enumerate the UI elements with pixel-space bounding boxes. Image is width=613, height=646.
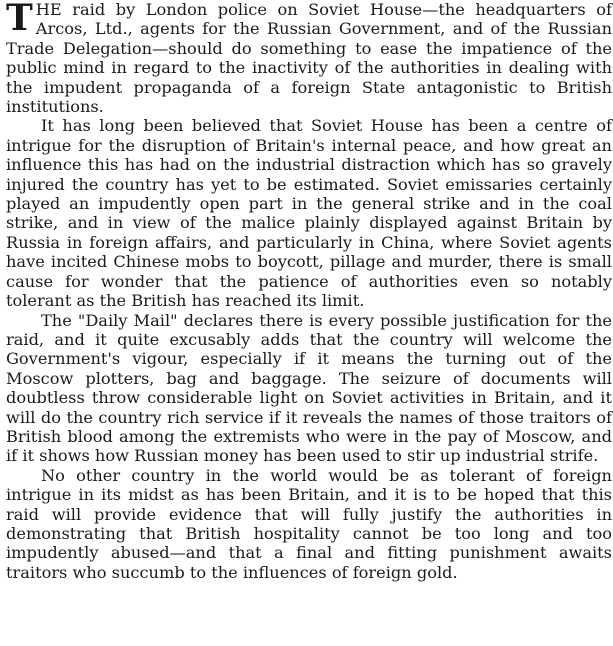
article-paragraph-2: It has long been believed that Soviet House has been a centre of intrigue for the disruption of Britain's internal peace, and how great an influence this has had on the industrial distraction which has so gravely injured the country has yet to be estimated. Soviet emissaries certainly played an impudently open part in the general strike and in the coal strike, and in view of the malice plainly displayed against Britain by Russia in foreign affairs, and particularly in China, where Soviet agents have incited Chinese mobs to boycott, pillage and murder, there is small cause for wonder that the patience of authorities even so notably tolerant as the British has reached its limit. <box>6 116 612 311</box>
article-paragraph-4: No other country in the world would be as tolerant of foreign intrigue in its midst as has been Britain, and it is to be hoped that this raid will provide evidence that will fully justify the authorities in demonstrating that British hospitality cannot be too long and too impudently abused—and that a final and fitting punishment awaits traitors who succumb to the influences of foreign gold. <box>6 465 612 582</box>
newspaper-article <box>6 0 612 646</box>
article-paragraph-1 <box>6 0 612 116</box>
drop-cap-letter: T <box>6 0 33 39</box>
article-paragraph-3: The "Daily Mail" declares there is every possible justification for the raid, and it quite excusably adds that the country will welcome the Government's vigour, especially if it means the turning out of the Moscow plotters, bag and baggage. The seizure of documents will doubtless throw considerable light on Soviet activities in Britain, and it will do the country rich service if it reveals the names of those traitors of British blood among the extremists who were in the pay of Moscow, and if it shows how Russian money has been used to stir up industrial strife. <box>6 310 612 466</box>
paragraph-text: HE raid by London police on Soviet House—the headquarters of Arcos, Ltd., agents for the Russian Government, and of the Russian Trade Delegation—should do something to ease the impatience of the public mind in regard to the inactivity of the authorities in dealing with the impudent propaganda of a foreign State antagonistic to British institutions. <box>6 0 612 117</box>
